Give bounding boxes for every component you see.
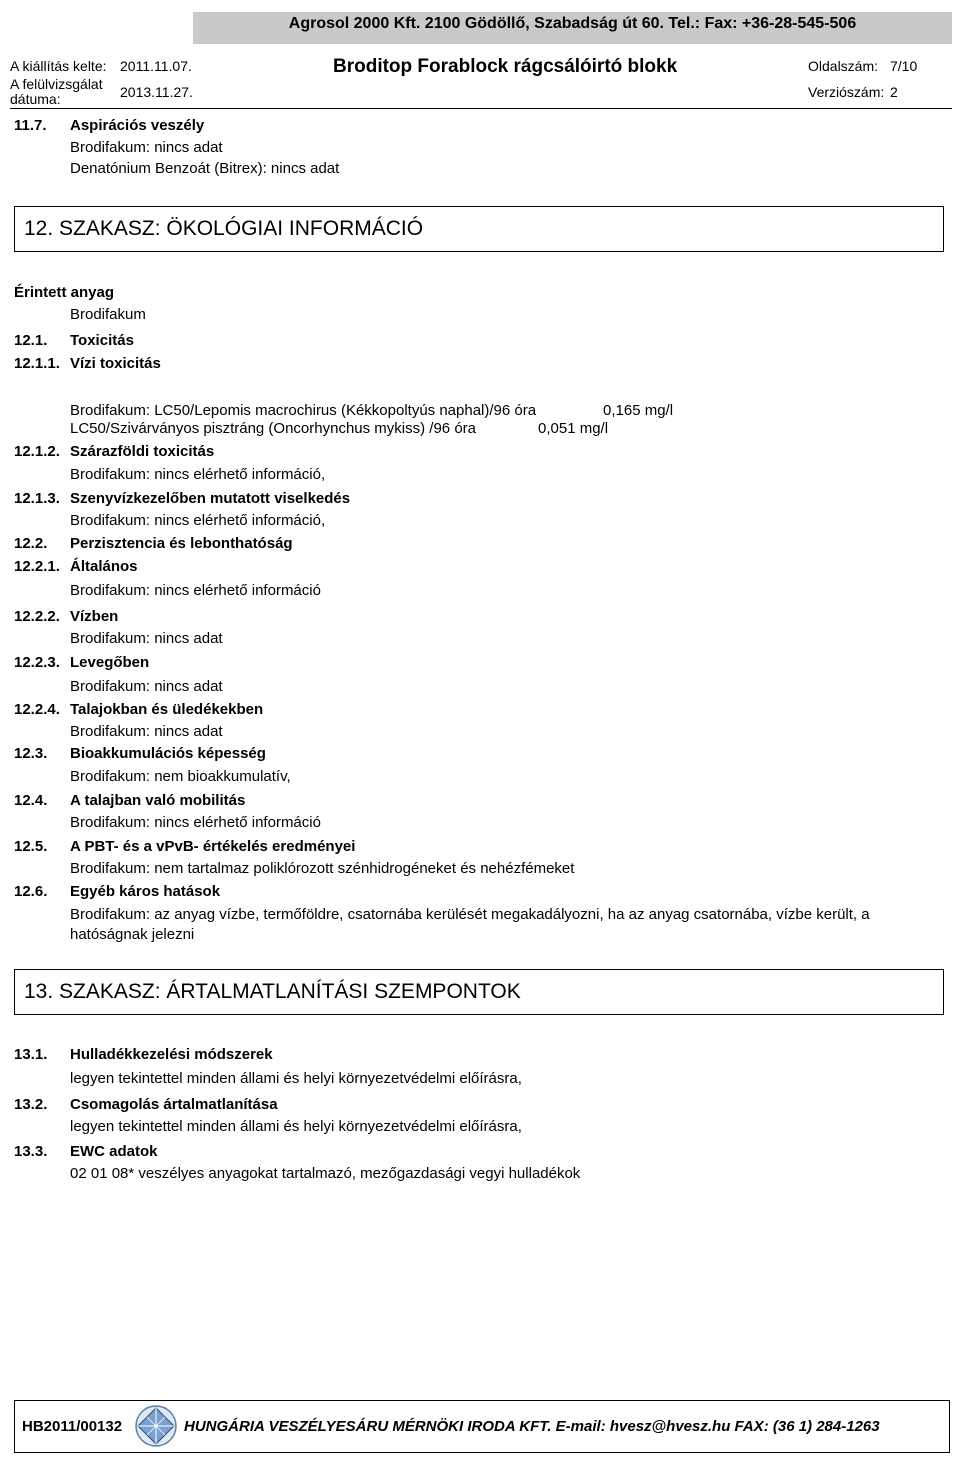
page-number: 7/10 (890, 58, 918, 74)
review-date: 2013.11.27. (120, 84, 193, 100)
section-heading: Talajokban és üledékekben (70, 701, 264, 718)
section-heading: Csomagolás ártalmatlanítása (70, 1096, 278, 1113)
section-heading: Szárazföldi toxicitás (70, 443, 215, 460)
version-label: Verziószám: (808, 84, 885, 100)
section-number: 12.2.2. (14, 608, 60, 625)
section-number: 12.2.3. (14, 654, 60, 671)
section-text: Brodifakum: az anyag vízbe, termőföldre, csatornába kerülését megakadályozni, ha az anyag csatornába, vízbe került, a (70, 906, 870, 923)
section-heading: Perzisztencia és lebonthatóság (70, 535, 293, 552)
section-number: 13.3. (14, 1143, 48, 1160)
review-date-label-2: dátuma: (10, 91, 61, 107)
section-number: 12.1.2. (14, 443, 60, 460)
section-number: 12.4. (14, 792, 48, 809)
aquatic-toxicity-value: 0,051 mg/l (538, 420, 609, 437)
section-text: legyen tekintettel minden állami és helyi környezetvédelmi előírásra, (70, 1070, 522, 1087)
page-number-label: Oldalszám: (808, 58, 879, 74)
section-text: Brodifakum: nincs elérhető információ, (70, 466, 326, 483)
section-number: 13.2. (14, 1096, 48, 1113)
section-text: legyen tekintettel minden állami és helyi környezetvédelmi előírásra, (70, 1118, 522, 1135)
section-heading: Vízben (70, 608, 119, 625)
section-heading: A talajban való mobilitás (70, 792, 246, 809)
aquatic-toxicity-text: Brodifakum: LC50/Lepomis macrochirus (Kékkopoltyús naphal)/96 óra (70, 402, 537, 419)
section-text: Brodifakum: nincs elérhető információ (70, 582, 321, 599)
issue-date-label: A kiállítás kelte: (10, 58, 107, 74)
section-heading: Szenyvízkezelőben mutatott viselkedés (70, 490, 351, 507)
issue-date: 2011.11.07. (120, 58, 192, 74)
section-number: 12.1.3. (14, 490, 60, 507)
product-title: Broditop Forablock rágcsálóirtó blokk (333, 56, 678, 77)
footer-text: HUNGÁRIA VESZÉLYESÁRU MÉRNÖKI IRODA KFT. E-mail: hvesz@hvesz.hu FAX: (36 1) 284-1263 (184, 1418, 880, 1435)
section-heading: Aspirációs veszély (70, 117, 205, 134)
section-text: Brodifakum: nincs elérhető információ (70, 814, 321, 831)
section-number: 12.1. (14, 332, 48, 349)
section-heading: Vízi toxicitás (70, 355, 161, 372)
section-number: 12.1.1. (14, 355, 60, 372)
section-text: Brodifakum: nincs elérhető információ, (70, 512, 326, 529)
section-12-title: 12. SZAKASZ: ÖKOLÓGIAI INFORMÁCIÓ (24, 217, 424, 240)
section-heading: Levegőben (70, 654, 150, 671)
section-heading: Toxicitás (70, 332, 134, 349)
affected-substance-label: Érintett anyag (14, 284, 115, 301)
footer-code: HB2011/00132 (22, 1418, 123, 1435)
hvesz-logo-icon (134, 1404, 178, 1448)
section-text: Brodifakum: nincs adat (70, 630, 223, 647)
section-number: 12.2.4. (14, 701, 60, 718)
section-heading: Általános (70, 558, 138, 575)
section-number: 11.7. (14, 117, 47, 134)
affected-substance-value: Brodifakum (70, 306, 146, 323)
section-number: 12.6. (14, 883, 48, 900)
section-heading: Bioakkumulációs képesség (70, 745, 266, 762)
section-number: 12.3. (14, 745, 48, 762)
section-13-title-box (14, 969, 944, 1015)
header-divider (10, 108, 952, 109)
section-text: 02 01 08* veszélyes anyagokat tartalmazó, mezőgazdasági vegyi hulladékok (70, 1165, 581, 1182)
section-number: 12.2. (14, 535, 48, 552)
review-date-label-1: A felülvizsgálat (10, 76, 103, 92)
section-text: Brodifakum: nem bioakkumulatív, (70, 768, 291, 785)
version-number: 2 (890, 84, 898, 100)
section-number: 13.1. (14, 1046, 48, 1063)
aquatic-toxicity-text: LC50/Szivárványos pisztráng (Oncorhynchus mykiss) /96 óra (70, 420, 476, 437)
section-text: Denatónium Benzoát (Bitrex): nincs adat (70, 160, 340, 177)
company-header: Agrosol 2000 Kft. 2100 Gödöllő, Szabadság út 60. Tel.: Fax: +36-28-545-506 (288, 15, 857, 32)
section-number: 12.2.1. (14, 558, 60, 575)
section-text: Brodifakum: nincs adat (70, 139, 223, 156)
section-heading: EWC adatok (70, 1143, 158, 1160)
section-text: hatóságnak jelezni (70, 926, 195, 943)
section-number: 12.5. (14, 838, 48, 855)
section-text: Brodifakum: nincs adat (70, 723, 223, 740)
section-13-title: 13. SZAKASZ: ÁRTALMATLANÍTÁSI SZEMPONTOK (24, 980, 521, 1003)
section-12-title-box (14, 206, 944, 252)
section-heading: Hulladékkezelési módszerek (70, 1046, 273, 1063)
section-text: Brodifakum: nincs adat (70, 678, 223, 695)
aquatic-toxicity-value: 0,165 mg/l (603, 402, 674, 419)
section-text: Brodifakum: nem tartalmaz poliklórozott szénhidrogéneket és nehézfémeket (70, 860, 575, 877)
section-heading: A PBT- és a vPvB- értékelés eredményei (70, 838, 356, 855)
section-heading: Egyéb káros hatások (70, 883, 221, 900)
